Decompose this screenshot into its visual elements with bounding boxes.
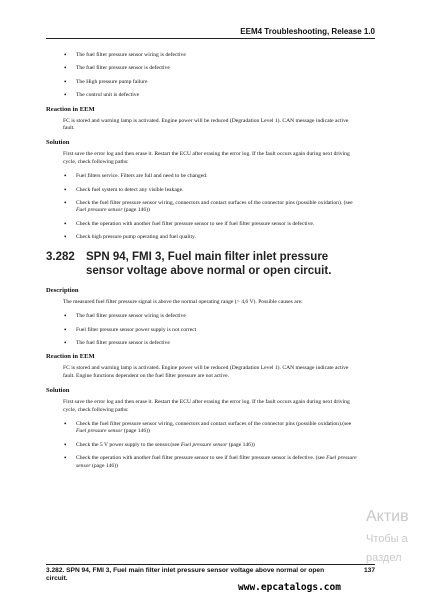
solution-step: • Check the operation with another fuel filter pressure sensor to see if fuel filter pressure sensor is defective. [76, 221, 361, 228]
activation-watermark: Актив [366, 508, 409, 525]
solution-step: • Check fuel system to detect any visible leakage. [76, 187, 361, 194]
list-item: • The fuel filter pressure sensor is defective [76, 65, 361, 72]
reaction-heading: Reaction in EEM [46, 353, 95, 361]
activation-watermark: Чтобы а [366, 533, 408, 545]
solution-steps [46, 421, 361, 470]
solution-step: • Check high pressure pump operating and fuel quality. [76, 234, 361, 241]
step-text: (page 146)) [90, 462, 118, 469]
list-item: • Fuel filter pressure sensor power supply is not correct [76, 327, 361, 334]
solution-step [76, 442, 361, 449]
cross-reference-link[interactable]: Fuel pressure sensor [76, 207, 123, 214]
list-item: • The fuel filter pressure sensor wiring is defective [76, 52, 361, 59]
solution-step: • Fuel filters service. Filters are full and need to be changed. [76, 173, 361, 180]
site-url: www.epcatalogs.com [238, 582, 341, 593]
page-number: 137 [363, 567, 375, 574]
cause-list [46, 313, 361, 347]
list-item: • The High pressure pump failure [76, 79, 361, 86]
page-content [46, 52, 361, 476]
solution-step [76, 200, 361, 215]
step-text: Check the fuel filter pressure sensor wiring, connectors and contact surfaces of the connector pins (possible oxidation). (see [76, 200, 353, 207]
solution-step [76, 455, 361, 470]
solution-intro: First save the error log and then erase it. Restart the ECU after erasing the error log. If the fault occurs again during next driving cycle, check following paths: [63, 151, 350, 165]
step-text: Check the fuel filter pressure sensor wiring, connectors and contact surfaces of the connector pins (possible oxidation).(see [76, 420, 352, 427]
section-number: 3.282 [46, 250, 75, 263]
reaction-text: FC is stored and warning lamp is activated. Engine power will be reduced (Degradation Level 1). CAN message indicate active fault. Engine functions dependent on the fuel filter pressure are not active. [63, 365, 349, 379]
list-item: • The fuel filter pressure sensor wiring is defective [76, 313, 361, 320]
header-rule [46, 38, 375, 39]
solution-steps [46, 173, 361, 241]
section-title: SPN 94, FMI 3, Fuel main filter inlet pressure sensor voltage above normal or open circuit. [86, 250, 332, 277]
cross-reference-link[interactable]: Fuel pressure sensor [180, 441, 228, 448]
description-heading: Description [46, 286, 79, 294]
section-heading [46, 250, 361, 278]
step-text: Check the operation with another fuel filter pressure sensor to see if fuel filter pressure sensor is defective. (see [76, 455, 327, 462]
header-title: EEM4 Troubleshooting, Release 1.0 [240, 27, 375, 36]
activation-watermark: раздел [366, 552, 402, 564]
reaction-text: FC is stored and warning lamp is activated. Engine power will be reduced (Degradation Level 1). CAN message indicate active fault. [63, 117, 349, 132]
step-text: (page 146)) [122, 428, 150, 435]
solution-heading: Solution [46, 139, 70, 147]
list-item: • The fuel filter pressure sensor is defective [76, 340, 361, 347]
cause-list-top [46, 52, 361, 100]
step-text: (page 146)) [122, 207, 150, 214]
description-text: The measured fuel filter pressure signal is above the normal operating range (> 4,6 V). Possible causes are: [63, 298, 303, 305]
solution-intro: First save the error log and then erase it. Restart the ECU after erasing the error log. If the fault occurs again during next driving cycle, check following paths: [63, 399, 350, 413]
reaction-heading: Reaction in EEM [46, 105, 95, 113]
cross-reference-link[interactable]: Fuel pressure sensor [76, 455, 357, 469]
cross-reference-link[interactable]: Fuel pressure sensor [76, 428, 123, 435]
step-text: (page 146)) [227, 441, 255, 448]
solution-step [76, 421, 361, 436]
page-footer [46, 564, 375, 583]
footer-text: 3.282. SPN 94, FMI 3, Fuel main filter inlet pressure sensor voltage above normal or open circuit. [46, 567, 325, 582]
list-item: • The control unit is defective [76, 92, 361, 99]
step-text: Check the 5 V power supply to the sensor.(see [76, 441, 181, 448]
solution-heading: Solution [46, 387, 70, 395]
